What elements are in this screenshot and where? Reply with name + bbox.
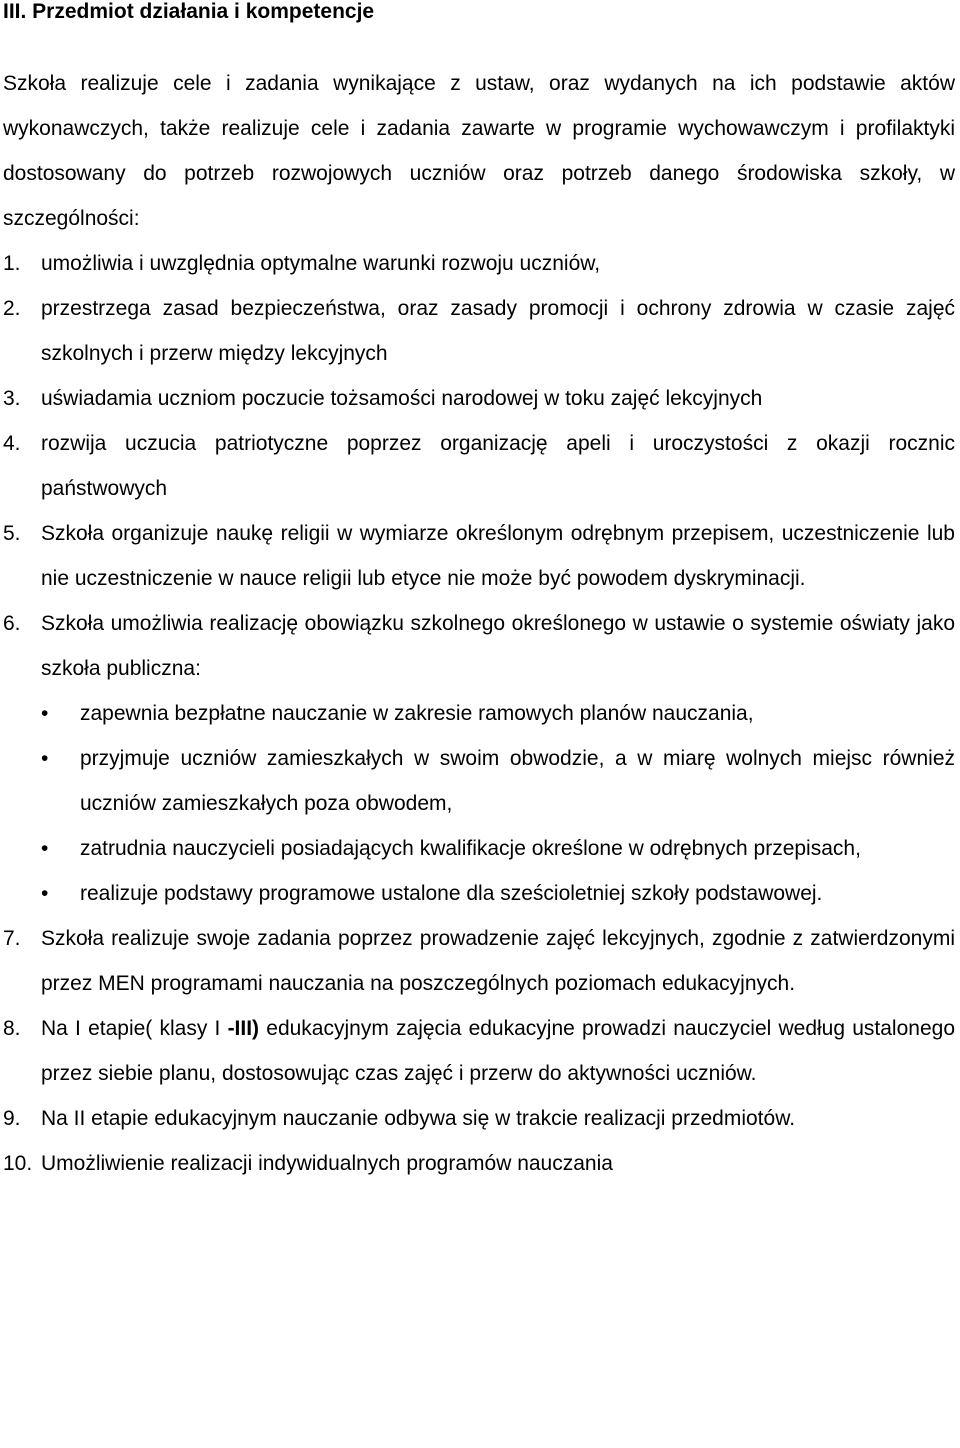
item-text-end: edukacyjnym zajęcia edukacyjne prowadzi nauczyciel według ustalonego przez siebie planu, dostosowując czas zajęć i przerw do aktywności uczniów. bbox=[41, 1017, 955, 1085]
item-number: 6. bbox=[3, 612, 21, 635]
item-text: Szkoła umożliwia realizację obowiązku szkolnego określonego w ustawie o systemie oświaty jako szkoła publiczna: bbox=[41, 612, 955, 680]
item-text-start: Na I etapie( klasy I bbox=[41, 1017, 228, 1040]
bullet-item bbox=[41, 826, 955, 871]
list-item bbox=[0, 916, 955, 1006]
bullet-text: realizuje podstawy programowe ustalone dla sześcioletniej szkoły podstawowej. bbox=[80, 882, 823, 905]
bullet-icon: • bbox=[41, 747, 49, 770]
item-text: uświadamia uczniom poczucie tożsamości narodowej w toku zajęć lekcyjnych bbox=[41, 387, 763, 410]
item-text: Szkoła realizuje swoje zadania poprzez prowadzenie zajęć lekcyjnych, zgodnie z zatwierdzonymi przez MEN programami nauczania na poszczególnych poziomach edukacyjnych. bbox=[41, 927, 955, 995]
bullet-item bbox=[41, 691, 955, 736]
list-item bbox=[0, 511, 955, 601]
item-number: 7. bbox=[3, 927, 21, 950]
item-number: 4. bbox=[3, 432, 21, 455]
section-heading: III. Przedmiot działania i kompetencje bbox=[3, 0, 375, 23]
list-item bbox=[0, 241, 955, 286]
list-item bbox=[0, 286, 955, 376]
bullet-item bbox=[41, 871, 955, 916]
bullet-icon: • bbox=[41, 702, 49, 725]
bullet-icon: • bbox=[41, 837, 49, 860]
competence-list bbox=[0, 241, 960, 1186]
bullet-icon: • bbox=[41, 882, 49, 905]
item-text: Szkoła organizuje naukę religii w wymiarze określonym odrębnym przepisem, uczestniczenie lub nie uczestniczenie w nauce religii lub etyce nie może być powodem dyskryminacji. bbox=[41, 522, 955, 590]
bullet-item bbox=[41, 736, 955, 826]
list-item bbox=[0, 1096, 955, 1141]
item-text: Na II etapie edukacyjnym nauczanie odbywa się w trakcie realizacji przedmiotów. bbox=[41, 1107, 796, 1130]
list-item bbox=[0, 601, 955, 916]
item-number: 1. bbox=[3, 252, 21, 275]
bullet-text: zapewnia bezpłatne nauczanie w zakresie ramowych planów nauczania, bbox=[80, 702, 754, 725]
bullet-text: przyjmuje uczniów zamieszkałych w swoim obwodzie, a w miarę wolnych miejsc również uczniów zamieszkałych poza obwodem, bbox=[80, 747, 955, 815]
list-item bbox=[0, 376, 955, 421]
item-number: 5. bbox=[3, 522, 21, 545]
item-text-bold: -III) bbox=[227, 1017, 260, 1040]
bullet-list bbox=[41, 691, 955, 916]
item-text: rozwija uczucia patriotyczne poprzez organizację apeli i uroczystości z okazji rocznic państwowych bbox=[41, 432, 955, 500]
list-item bbox=[0, 421, 955, 511]
item-number: 3. bbox=[3, 387, 21, 410]
item-text: przestrzega zasad bezpieczeństwa, oraz zasady promocji i ochrony zdrowia w czasie zajęć szkolnych i przerw między lekcyjnych bbox=[41, 297, 955, 365]
item-number: 9. bbox=[3, 1107, 21, 1130]
bullet-text: zatrudnia nauczycieli posiadających kwalifikacje określone w odrębnych przepisach, bbox=[80, 837, 861, 860]
list-item bbox=[0, 1141, 955, 1186]
item-number: 8. bbox=[3, 1017, 21, 1040]
item-text: Umożliwienie realizacji indywidualnych programów nauczania bbox=[41, 1152, 613, 1175]
item-number: 10. bbox=[3, 1152, 33, 1175]
item-number: 2. bbox=[3, 297, 21, 320]
item-text: umożliwia i uwzględnia optymalne warunki rozwoju uczniów, bbox=[41, 252, 601, 275]
section-intro: Szkoła realizuje cele i zadania wynikające z ustaw, oraz wydanych na ich podstawie aktów wykonawczych, także realizuje cele i zadania zawarte w programie wychowawczym i profilaktyki dostosowany do potrzeb rozwojowych uczniów oraz potrzeb danego środowiska szkoły, w szczególności: bbox=[3, 72, 955, 230]
list-item bbox=[0, 1006, 955, 1096]
